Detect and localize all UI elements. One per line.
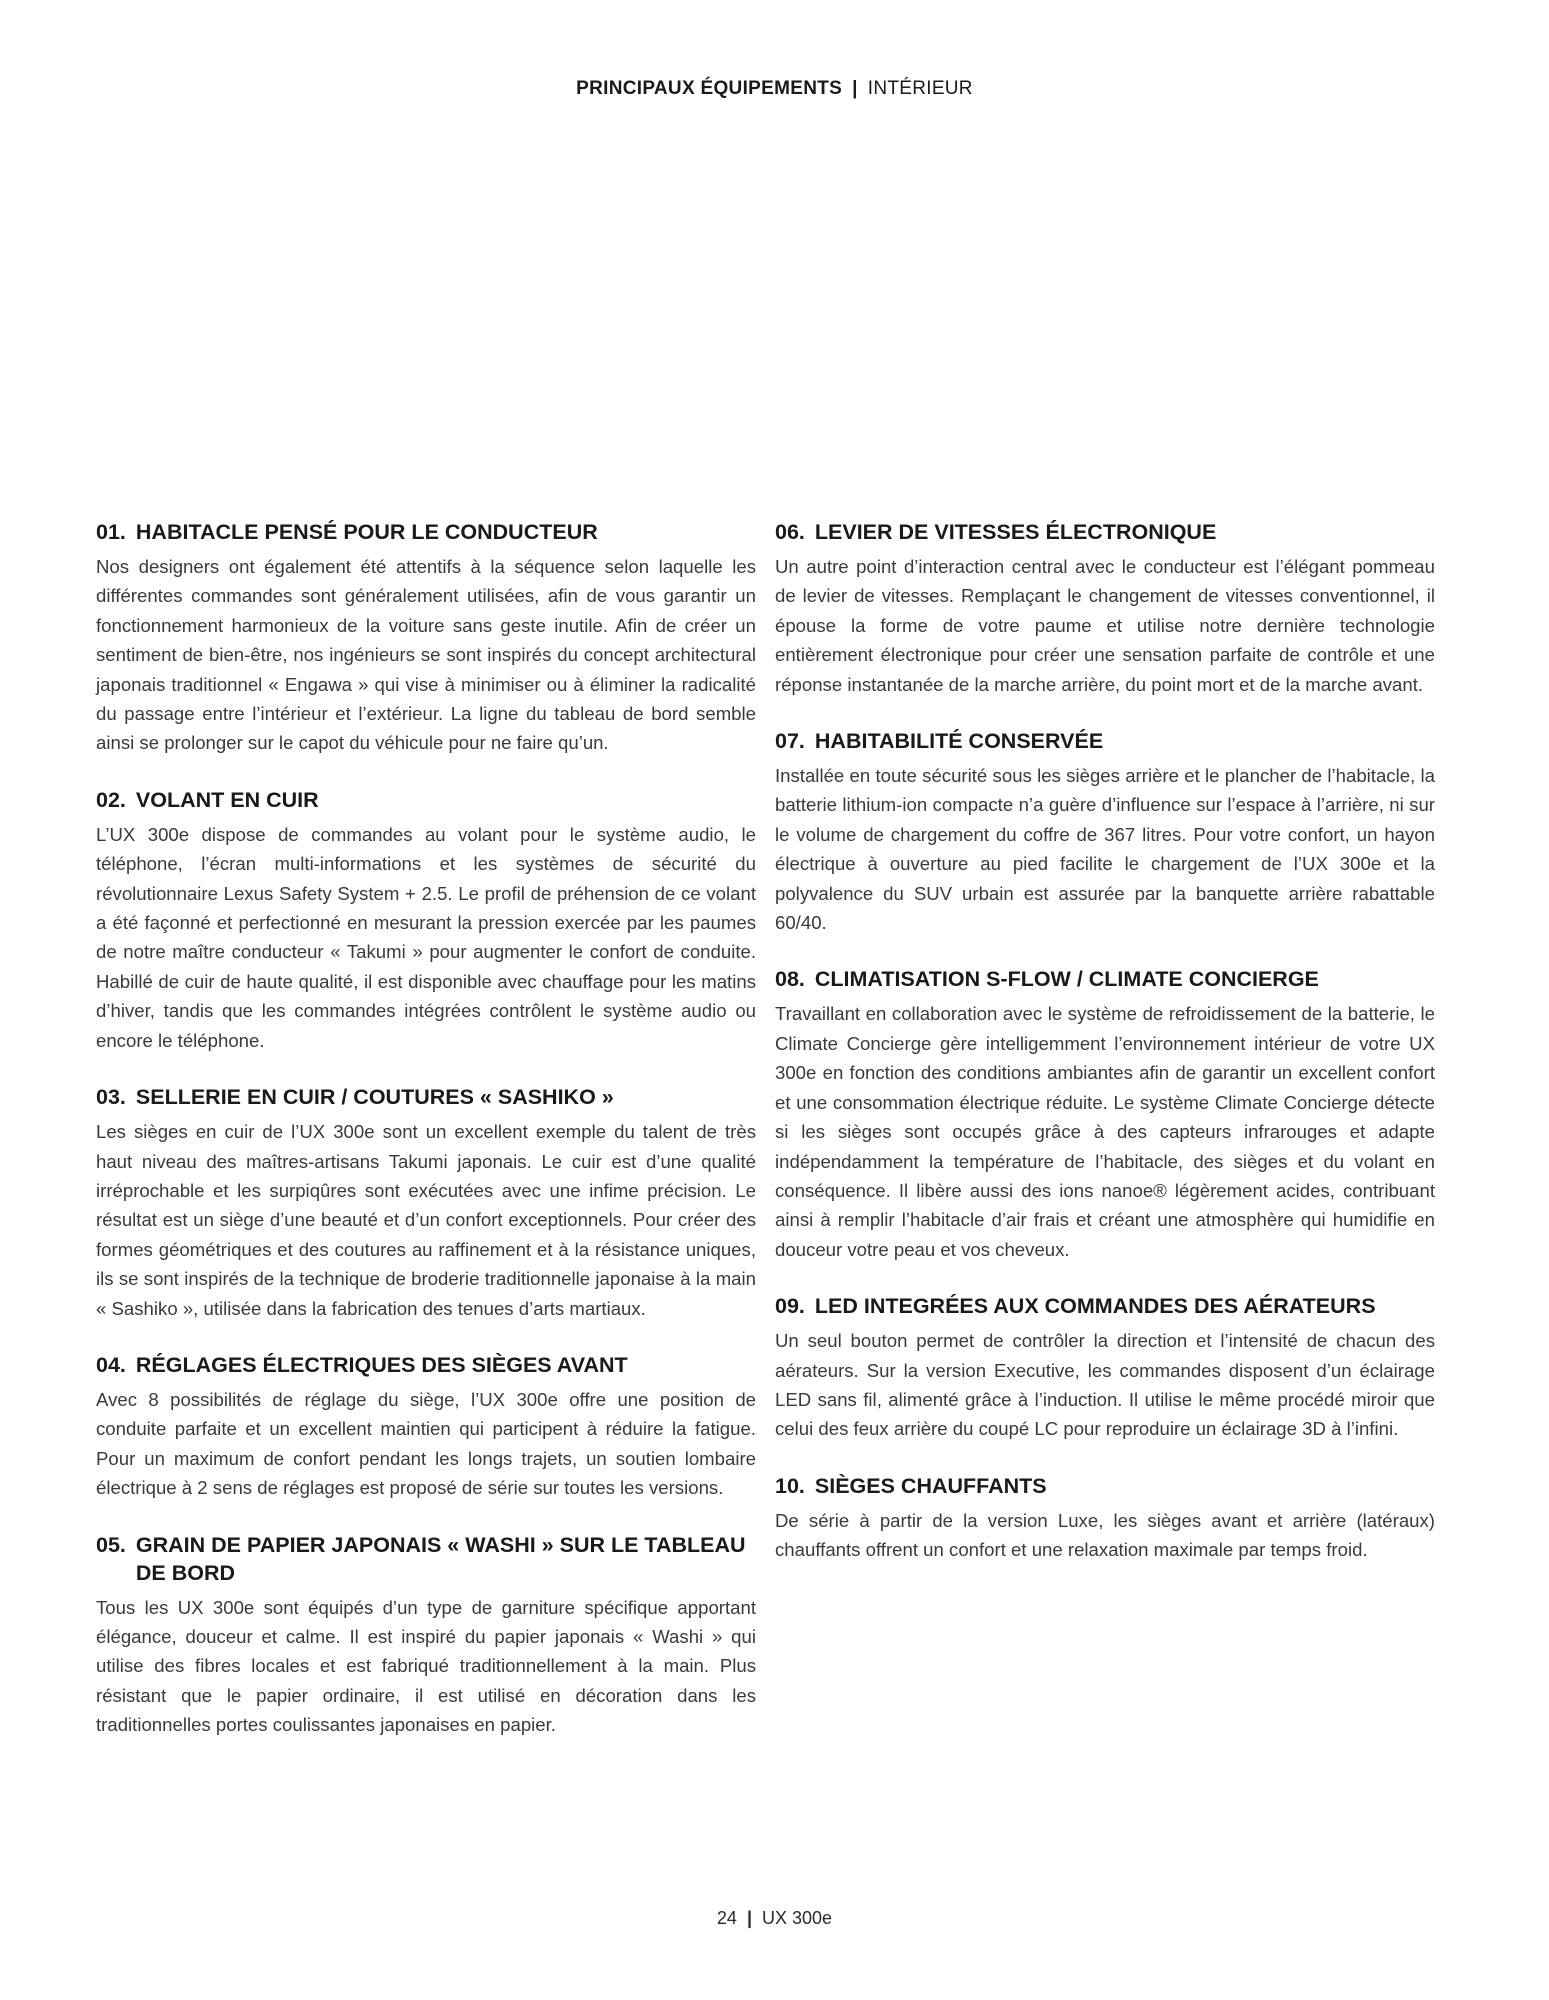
feature-title: CLIMATISATION S-FLOW / CLIMATE CONCIERGE bbox=[814, 967, 1319, 992]
feature-heading bbox=[96, 1531, 756, 1587]
feature-title: GRAIN DE PAPIER JAPONAIS « WASHI » SUR LE TABLEAU DE BORD bbox=[135, 1532, 746, 1585]
feature-number: 08. bbox=[775, 967, 805, 992]
feature-heading bbox=[96, 786, 756, 814]
feature-item-08 bbox=[775, 965, 1435, 1264]
right-column bbox=[775, 518, 1435, 1593]
feature-heading bbox=[775, 1292, 1435, 1320]
feature-body: De série à partir de la version Luxe, les sièges avant et arrière (latéraux) chauffants offrent un confort et une relaxation maximale par temps froid. bbox=[775, 1509, 1435, 1561]
header-section: PRINCIPAUX ÉQUIPEMENTS bbox=[576, 78, 843, 99]
page-number: 24 bbox=[716, 1908, 737, 1928]
feature-title: LEVIER DE VITESSES ÉLECTRONIQUE bbox=[814, 520, 1217, 544]
footer-model: UX 300e bbox=[762, 1908, 833, 1928]
feature-heading bbox=[775, 965, 1435, 993]
feature-item-04 bbox=[96, 1351, 756, 1503]
feature-number: 01. bbox=[96, 520, 126, 544]
header-separator: | bbox=[852, 78, 858, 99]
feature-heading bbox=[775, 727, 1435, 755]
feature-item-07 bbox=[775, 727, 1435, 937]
footer-separator: | bbox=[746, 1908, 752, 1928]
feature-number: 10. bbox=[775, 1473, 805, 1498]
feature-item-03 bbox=[96, 1083, 756, 1323]
feature-number: 06. bbox=[775, 520, 805, 544]
feature-item-01 bbox=[96, 518, 756, 758]
feature-number: 09. bbox=[775, 1294, 805, 1319]
feature-heading bbox=[775, 1472, 1435, 1500]
feature-body: Un autre point d’interaction central avec le conducteur est l’élégant pommeau de levier de vitesses. Remplaçant le changement de vitesses conventionnel, il épouse la forme de votre paume et utilise notre dernière technologie entièrement électronique pour créer une sensation parfaite de contrôle et une réponse instantanée de la marche arrière, du point mort et de la marche avant. bbox=[775, 556, 1435, 695]
feature-heading bbox=[96, 1083, 756, 1111]
feature-body: Les sièges en cuir de l’UX 300e sont un excellent exemple du talent de très haut niveau des maîtres-artisans Takumi japonais. Le cuir est d’une qualité irréprochable et les surpiqûres sont exécutées avec une infime précision. Le résultat est un siège d’une beauté et d’un confort exceptionnels. Pour créer des formes géométriques et des coutures au raffinement et à la résistance uniques, ils se sont inspirés de la technique de broderie traditionnelle japonaise à la main « Sashiko », utilisée dans la fabrication des tenues d’arts martiaux. bbox=[96, 1121, 756, 1319]
feature-number: 02. bbox=[96, 787, 126, 812]
feature-item-02 bbox=[96, 786, 756, 1055]
feature-item-06 bbox=[775, 518, 1435, 699]
feature-heading bbox=[775, 518, 1435, 546]
feature-number: 05. bbox=[96, 1532, 126, 1557]
feature-heading bbox=[96, 1351, 756, 1379]
feature-body: Avec 8 possibilités de réglage du siège, l’UX 300e offre une position de conduite parfaite et un excellent maintien qui participent à réduire la fatigue. Pour un maximum de confort pendant les longs trajets, un soutien lombaire électrique à 2 sens de réglages est proposé de série sur toutes les versions. bbox=[96, 1388, 756, 1499]
feature-title: HABITABILITÉ CONSERVÉE bbox=[814, 729, 1104, 754]
feature-heading bbox=[96, 518, 756, 546]
feature-body: Nos designers ont également été attentifs à la séquence selon laquelle les différentes commandes sont généralement utilisées, afin de vous garantir un fonctionnement harmonieux de la voiture sans geste inutile. Afin de créer un sentiment de bien-être, nos ingénieurs se sont inspirés du concept architectural japonais traditionnel « Engawa » qui vise à minimiser ou à éliminer la radicalité du passage entre l’intérieur et l’extérieur. La ligne du tableau de bord semble ainsi se prolonger sur le capot du véhicule pour ne faire qu’un. bbox=[96, 556, 756, 754]
feature-body: Travaillant en collaboration avec le système de refroidissement de la batterie, le Climate Concierge gère intelligemment l’environnement intérieur de votre UX 300e en fonction des conditions ambiantes afin de garantir un excellent confort et une consommation électrique réduite. Le système Climate Concierge détecte si les sièges sont occupés grâce à des capteurs infrarouges et adapte indépendamment la température de l’habitacle, des sièges et du volant en conséquence. Il libère aussi des ions nanoe® légèrement acides, contribuant ainsi à remplir l’habitacle d’air frais et créant une atmosphère qui humidifie en douceur votre peau et vos cheveux. bbox=[775, 1003, 1435, 1260]
feature-body: L’UX 300e dispose de commandes au volant pour le système audio, le téléphone, l’écran multi-informations et les systèmes de sécurité du révolutionnaire Lexus Safety System + 2.5. Le profil de préhension de ce volant a été façonné et perfectionné en mesurant la pression exercée par les paumes de notre maître conducteur « Takumi » pour augmenter le confort de conduite. Habillé de cuir de haute qualité, il est disponible avec chauffage pour les matins d’hiver, tandis que les commandes intégrées contrôlent le système audio ou encore le téléphone. bbox=[96, 823, 756, 1051]
feature-number: 04. bbox=[96, 1352, 126, 1377]
feature-title: LED INTEGRÉES AUX COMMANDES DES AÉRATEURS bbox=[814, 1294, 1376, 1319]
feature-body: Installée en toute sécurité sous les sièges arrière et le plancher de l’habitacle, la batterie lithium-ion compacte n’a guère d’influence sur l’espace à l’arrière, ni sur le volume de chargement du coffre de 367 litres. Pour votre confort, un hayon électrique à ouverture au pied facilite le chargement de l’UX 300e et la polyvalence du SUV urbain est assurée par la banquette arrière rabattable 60/40. bbox=[775, 765, 1435, 934]
feature-title: VOLANT EN CUIR bbox=[135, 787, 319, 812]
page-footer bbox=[0, 1908, 1549, 1929]
feature-title: SELLERIE EN CUIR / COUTURES « SASHIKO » bbox=[135, 1085, 614, 1110]
feature-item-10 bbox=[775, 1472, 1435, 1565]
left-column bbox=[96, 518, 756, 1768]
feature-body: Un seul bouton permet de contrôler la direction et l’intensité de chacun des aérateurs. Sur la version Executive, les commandes disposent d’un éclairage LED sans fil, alimenté grâce à l’induction. Il utilise le même procédé miroir que celui des feux arrière du coupé LC pour reproduire un éclairage 3D à l’infini. bbox=[775, 1330, 1435, 1440]
feature-item-05 bbox=[96, 1531, 756, 1740]
feature-item-09 bbox=[775, 1292, 1435, 1444]
page-header bbox=[0, 78, 1549, 100]
feature-number: 03. bbox=[96, 1085, 126, 1110]
feature-title: HABITACLE PENSÉ POUR LE CONDUCTEUR bbox=[135, 520, 598, 544]
feature-body: Tous les UX 300e sont équipés d’un type de garniture spécifique apportant élégance, douceur et calme. Il est inspiré du papier japonais « Washi » qui utilise des fibres locales et est fabriqué traditionnellement à la main. Plus résistant que le papier ordinaire, il est utilisé en décoration dans les traditionnelles portes coulissantes japonaises en papier. bbox=[96, 1596, 756, 1736]
feature-title: RÉGLAGES ÉLECTRIQUES DES SIÈGES AVANT bbox=[135, 1352, 628, 1377]
header-subsection: INTÉRIEUR bbox=[867, 78, 973, 99]
feature-number: 07. bbox=[775, 729, 805, 754]
feature-title: SIÈGES CHAUFFANTS bbox=[814, 1473, 1047, 1498]
